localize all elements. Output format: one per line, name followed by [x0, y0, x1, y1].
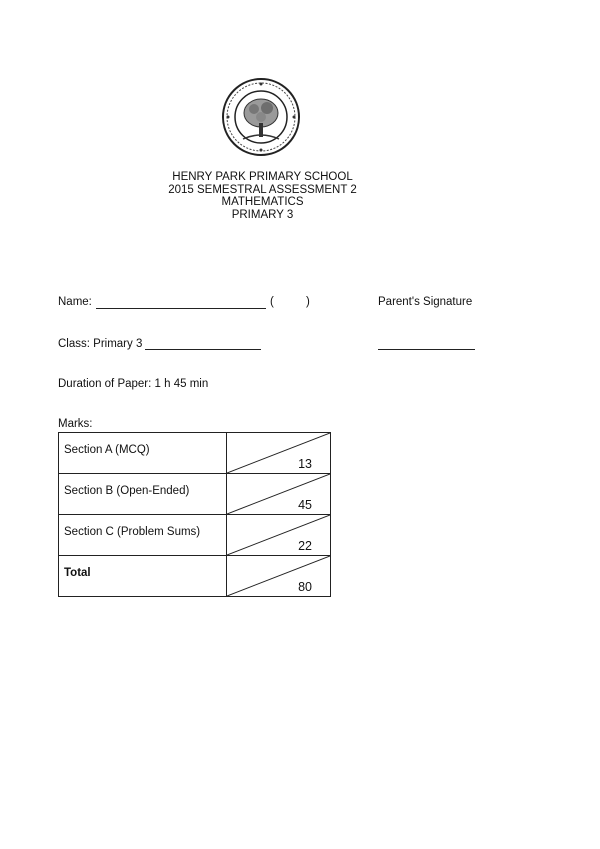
section-total: 13: [298, 457, 312, 471]
marks-label: Marks:: [58, 418, 93, 430]
table-row: [59, 433, 331, 474]
score-cell: [227, 515, 331, 556]
class-line: [145, 349, 261, 350]
assessment-title: 2015 SEMESTRAL ASSESSMENT 2: [168, 183, 357, 196]
marks-table: [58, 432, 331, 597]
score-cell: [227, 433, 331, 474]
score-cell: [227, 556, 331, 597]
section-label: Section C (Problem Sums): [64, 526, 201, 538]
diagonal-line: [227, 556, 330, 596]
subject-title: MATHEMATICS: [221, 196, 304, 208]
diagonal-line: [227, 433, 330, 473]
school-crest-logo: [221, 77, 301, 157]
section-label: Section A (MCQ): [64, 444, 150, 456]
level-title: PRIMARY 3: [231, 208, 294, 221]
score-cell: [227, 474, 331, 515]
table-row: [59, 474, 331, 515]
diagonal-line: [227, 515, 330, 555]
class-label: Class: Primary 3: [58, 338, 143, 350]
school-name: HENRY PARK PRIMARY SCHOOL: [172, 171, 353, 183]
parent-signature-label: Parent's Signature: [378, 296, 473, 308]
open-paren: (: [270, 296, 274, 308]
section-total: 45: [298, 498, 312, 512]
section-label: Total: [64, 567, 91, 579]
close-paren: ): [306, 296, 310, 308]
table-row: [59, 515, 331, 556]
section-total: 22: [298, 539, 312, 553]
section-label: Section B (Open-Ended): [64, 485, 190, 497]
diagonal-line: [227, 474, 330, 514]
duration-text: Duration of Paper: 1 h 45 min: [58, 378, 209, 390]
name-label: Name:: [58, 296, 92, 308]
section-total: 80: [298, 580, 312, 594]
parent-signature-line: [378, 349, 475, 350]
table-row: [59, 556, 331, 597]
paper-header: [0, 171, 525, 221]
name-line: [96, 308, 266, 309]
